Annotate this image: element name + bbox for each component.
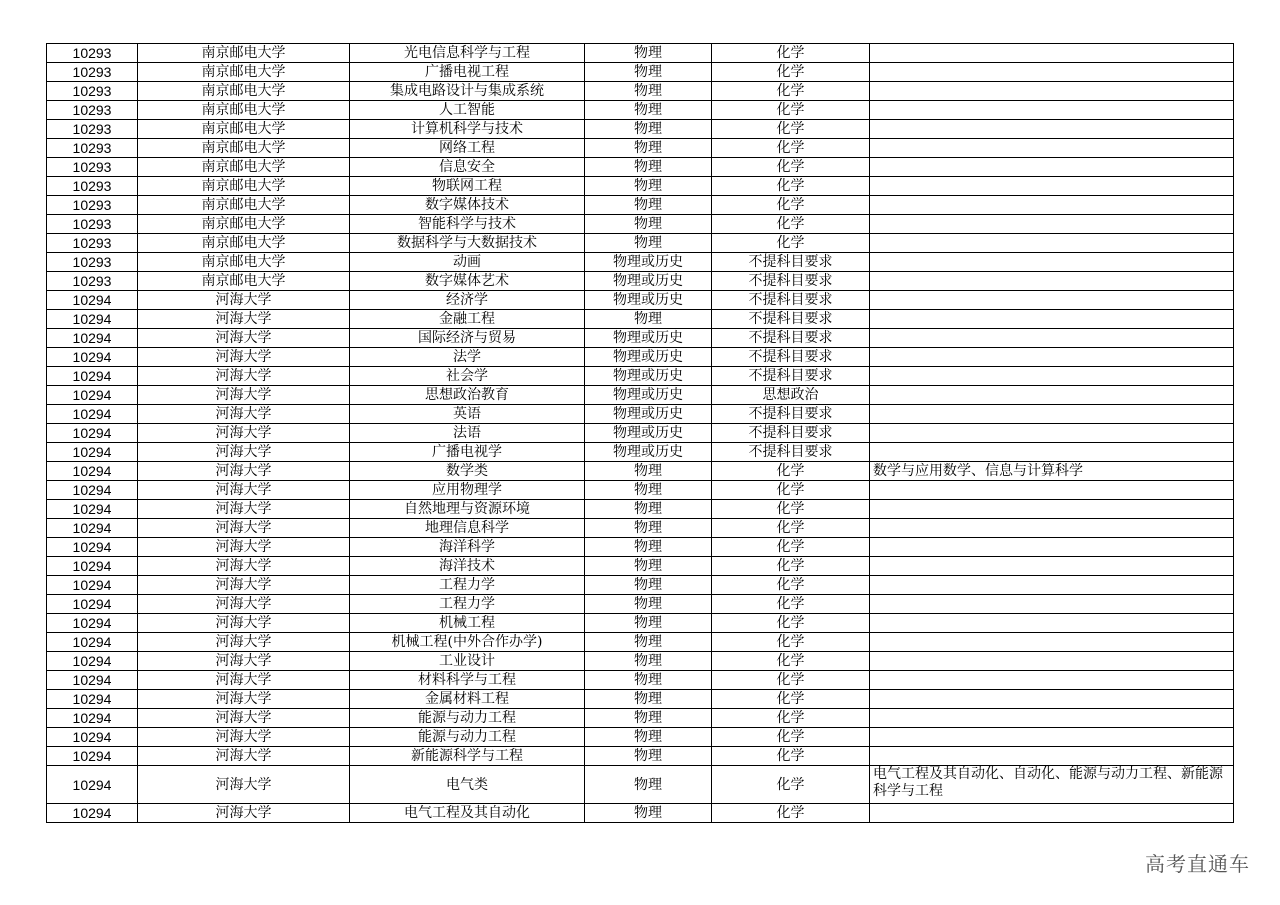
major-name-cell: 工程力学 [350, 595, 585, 614]
school-name-cell: 南京邮电大学 [138, 272, 350, 291]
second-subject-cell: 化学 [712, 576, 870, 595]
first-subject-cell: 物理或历史 [585, 367, 712, 386]
included-majors-cell [870, 576, 1234, 595]
major-name-cell: 国际经济与贸易 [350, 329, 585, 348]
school-name-cell: 南京邮电大学 [138, 139, 350, 158]
first-subject-cell: 物理 [585, 595, 712, 614]
school-name-cell: 河海大学 [138, 500, 350, 519]
included-majors-cell [870, 158, 1234, 177]
first-subject-cell: 物理 [585, 101, 712, 120]
school-code-cell: 10294 [47, 348, 138, 367]
first-subject-cell: 物理 [585, 709, 712, 728]
school-name-cell: 南京邮电大学 [138, 63, 350, 82]
school-name-cell: 河海大学 [138, 804, 350, 823]
first-subject-cell: 物理或历史 [585, 348, 712, 367]
included-majors-cell [870, 310, 1234, 329]
table-row [47, 120, 1234, 139]
table-row [47, 519, 1234, 538]
included-majors-cell [870, 120, 1234, 139]
school-code-cell: 10293 [47, 158, 138, 177]
major-name-cell: 动画 [350, 253, 585, 272]
major-name-cell: 法语 [350, 424, 585, 443]
school-code-cell: 10294 [47, 405, 138, 424]
table-row [47, 481, 1234, 500]
major-name-cell: 广播电视工程 [350, 63, 585, 82]
major-name-cell: 电气类 [350, 766, 585, 804]
included-majors-cell [870, 177, 1234, 196]
table-row [47, 63, 1234, 82]
school-name-cell: 河海大学 [138, 595, 350, 614]
table-row [47, 329, 1234, 348]
first-subject-cell: 物理 [585, 652, 712, 671]
table-row [47, 177, 1234, 196]
school-name-cell: 河海大学 [138, 348, 350, 367]
second-subject-cell: 不提科目要求 [712, 253, 870, 272]
school-name-cell: 河海大学 [138, 481, 350, 500]
major-name-cell: 信息安全 [350, 158, 585, 177]
school-code-cell: 10294 [47, 709, 138, 728]
table-row [47, 386, 1234, 405]
included-majors-cell [870, 804, 1234, 823]
table-row [47, 291, 1234, 310]
table-row [47, 310, 1234, 329]
first-subject-cell: 物理 [585, 728, 712, 747]
school-code-cell: 10294 [47, 766, 138, 804]
table-row [47, 443, 1234, 462]
school-name-cell: 河海大学 [138, 462, 350, 481]
included-majors-cell [870, 557, 1234, 576]
first-subject-cell: 物理 [585, 671, 712, 690]
school-name-cell: 河海大学 [138, 519, 350, 538]
second-subject-cell: 化学 [712, 196, 870, 215]
school-code-cell: 10294 [47, 614, 138, 633]
school-code-cell: 10294 [47, 519, 138, 538]
first-subject-cell: 物理 [585, 177, 712, 196]
school-code-cell: 10293 [47, 215, 138, 234]
second-subject-cell: 化学 [712, 633, 870, 652]
major-name-cell: 法学 [350, 348, 585, 367]
included-majors-cell [870, 386, 1234, 405]
second-subject-cell: 化学 [712, 557, 870, 576]
major-name-cell: 物联网工程 [350, 177, 585, 196]
included-majors-cell [870, 443, 1234, 462]
school-code-cell: 10293 [47, 139, 138, 158]
school-name-cell: 河海大学 [138, 291, 350, 310]
table-row [47, 44, 1234, 63]
school-code-cell: 10293 [47, 234, 138, 253]
school-code-cell: 10294 [47, 481, 138, 500]
included-majors-cell [870, 139, 1234, 158]
school-name-cell: 河海大学 [138, 367, 350, 386]
included-majors-cell [870, 196, 1234, 215]
second-subject-cell: 化学 [712, 804, 870, 823]
first-subject-cell: 物理 [585, 234, 712, 253]
second-subject-cell: 不提科目要求 [712, 329, 870, 348]
school-name-cell: 河海大学 [138, 443, 350, 462]
included-majors-cell [870, 709, 1234, 728]
school-code-cell: 10294 [47, 367, 138, 386]
table-row [47, 101, 1234, 120]
second-subject-cell: 化学 [712, 614, 870, 633]
table-row [47, 595, 1234, 614]
major-name-cell: 工业设计 [350, 652, 585, 671]
second-subject-cell: 不提科目要求 [712, 310, 870, 329]
second-subject-cell: 化学 [712, 690, 870, 709]
second-subject-cell: 化学 [712, 120, 870, 139]
first-subject-cell: 物理或历史 [585, 405, 712, 424]
table-row [47, 804, 1234, 823]
first-subject-cell: 物理 [585, 44, 712, 63]
included-majors-cell [870, 329, 1234, 348]
second-subject-cell: 化学 [712, 234, 870, 253]
school-name-cell: 河海大学 [138, 652, 350, 671]
major-name-cell: 机械工程(中外合作办学) [350, 633, 585, 652]
second-subject-cell: 化学 [712, 481, 870, 500]
major-name-cell: 电气工程及其自动化 [350, 804, 585, 823]
table-row [47, 747, 1234, 766]
school-name-cell: 南京邮电大学 [138, 253, 350, 272]
first-subject-cell: 物理 [585, 557, 712, 576]
major-name-cell: 数字媒体技术 [350, 196, 585, 215]
second-subject-cell: 化学 [712, 63, 870, 82]
requirements-table [46, 43, 1234, 823]
included-majors-cell [870, 614, 1234, 633]
major-name-cell: 机械工程 [350, 614, 585, 633]
school-name-cell: 南京邮电大学 [138, 215, 350, 234]
school-code-cell: 10294 [47, 462, 138, 481]
second-subject-cell: 思想政治 [712, 386, 870, 405]
table-row [47, 139, 1234, 158]
included-majors-cell [870, 728, 1234, 747]
second-subject-cell: 化学 [712, 462, 870, 481]
table-row [47, 367, 1234, 386]
table-row [47, 424, 1234, 443]
included-majors-cell [870, 538, 1234, 557]
major-name-cell: 自然地理与资源环境 [350, 500, 585, 519]
first-subject-cell: 物理 [585, 804, 712, 823]
school-code-cell: 10294 [47, 671, 138, 690]
included-majors-cell [870, 595, 1234, 614]
school-name-cell: 河海大学 [138, 671, 350, 690]
second-subject-cell: 化学 [712, 158, 870, 177]
major-name-cell: 新能源科学与工程 [350, 747, 585, 766]
table-row [47, 709, 1234, 728]
included-majors-cell [870, 291, 1234, 310]
included-majors-cell [870, 652, 1234, 671]
first-subject-cell: 物理 [585, 690, 712, 709]
first-subject-cell: 物理 [585, 576, 712, 595]
table-row [47, 538, 1234, 557]
school-code-cell: 10294 [47, 500, 138, 519]
school-name-cell: 河海大学 [138, 747, 350, 766]
included-majors-cell [870, 481, 1234, 500]
school-name-cell: 南京邮电大学 [138, 101, 350, 120]
included-majors-cell [870, 272, 1234, 291]
first-subject-cell: 物理或历史 [585, 443, 712, 462]
table-row [47, 196, 1234, 215]
table-row [47, 690, 1234, 709]
school-code-cell: 10294 [47, 595, 138, 614]
major-name-cell: 网络工程 [350, 139, 585, 158]
first-subject-cell: 物理或历史 [585, 291, 712, 310]
table-row [47, 728, 1234, 747]
second-subject-cell: 不提科目要求 [712, 272, 870, 291]
first-subject-cell: 物理 [585, 139, 712, 158]
school-name-cell: 河海大学 [138, 614, 350, 633]
included-majors-cell [870, 519, 1234, 538]
major-name-cell: 光电信息科学与工程 [350, 44, 585, 63]
major-name-cell: 地理信息科学 [350, 519, 585, 538]
included-majors-cell [870, 253, 1234, 272]
included-majors-cell [870, 690, 1234, 709]
major-name-cell: 能源与动力工程 [350, 728, 585, 747]
first-subject-cell: 物理 [585, 747, 712, 766]
major-name-cell: 计算机科学与技术 [350, 120, 585, 139]
included-majors-cell [870, 234, 1234, 253]
school-code-cell: 10294 [47, 310, 138, 329]
school-code-cell: 10294 [47, 652, 138, 671]
first-subject-cell: 物理 [585, 614, 712, 633]
school-name-cell: 南京邮电大学 [138, 158, 350, 177]
school-code-cell: 10293 [47, 44, 138, 63]
school-code-cell: 10293 [47, 63, 138, 82]
school-name-cell: 河海大学 [138, 690, 350, 709]
second-subject-cell: 化学 [712, 101, 870, 120]
second-subject-cell: 不提科目要求 [712, 291, 870, 310]
school-code-cell: 10294 [47, 728, 138, 747]
table-body [47, 44, 1234, 823]
major-name-cell: 工程力学 [350, 576, 585, 595]
school-name-cell: 南京邮电大学 [138, 234, 350, 253]
first-subject-cell: 物理 [585, 633, 712, 652]
table-row [47, 633, 1234, 652]
school-code-cell: 10293 [47, 101, 138, 120]
second-subject-cell: 不提科目要求 [712, 405, 870, 424]
school-name-cell: 南京邮电大学 [138, 177, 350, 196]
table-row [47, 462, 1234, 481]
first-subject-cell: 物理 [585, 120, 712, 139]
major-name-cell: 材料科学与工程 [350, 671, 585, 690]
table-row [47, 234, 1234, 253]
school-code-cell: 10294 [47, 443, 138, 462]
school-name-cell: 河海大学 [138, 709, 350, 728]
school-name-cell: 河海大学 [138, 538, 350, 557]
school-name-cell: 河海大学 [138, 405, 350, 424]
first-subject-cell: 物理 [585, 538, 712, 557]
school-name-cell: 南京邮电大学 [138, 44, 350, 63]
second-subject-cell: 化学 [712, 519, 870, 538]
second-subject-cell: 化学 [712, 595, 870, 614]
school-name-cell: 南京邮电大学 [138, 196, 350, 215]
table-row [47, 253, 1234, 272]
school-code-cell: 10294 [47, 538, 138, 557]
major-name-cell: 金融工程 [350, 310, 585, 329]
included-majors-cell [870, 63, 1234, 82]
first-subject-cell: 物理 [585, 462, 712, 481]
school-code-cell: 10294 [47, 557, 138, 576]
first-subject-cell: 物理或历史 [585, 329, 712, 348]
table-row [47, 671, 1234, 690]
second-subject-cell: 化学 [712, 500, 870, 519]
school-code-cell: 10293 [47, 253, 138, 272]
major-name-cell: 海洋技术 [350, 557, 585, 576]
included-majors-cell [870, 405, 1234, 424]
school-name-cell: 河海大学 [138, 576, 350, 595]
second-subject-cell: 化学 [712, 652, 870, 671]
school-name-cell: 河海大学 [138, 310, 350, 329]
first-subject-cell: 物理 [585, 310, 712, 329]
major-name-cell: 金属材料工程 [350, 690, 585, 709]
second-subject-cell: 不提科目要求 [712, 367, 870, 386]
included-majors-cell [870, 633, 1234, 652]
school-code-cell: 10293 [47, 120, 138, 139]
major-name-cell: 智能科学与技术 [350, 215, 585, 234]
included-majors-cell [870, 500, 1234, 519]
first-subject-cell: 物理 [585, 158, 712, 177]
table-row [47, 82, 1234, 101]
school-name-cell: 南京邮电大学 [138, 120, 350, 139]
first-subject-cell: 物理或历史 [585, 424, 712, 443]
second-subject-cell: 化学 [712, 538, 870, 557]
school-code-cell: 10294 [47, 633, 138, 652]
second-subject-cell: 不提科目要求 [712, 424, 870, 443]
first-subject-cell: 物理 [585, 766, 712, 804]
first-subject-cell: 物理 [585, 196, 712, 215]
included-majors-cell [870, 101, 1234, 120]
school-name-cell: 河海大学 [138, 329, 350, 348]
second-subject-cell: 化学 [712, 671, 870, 690]
table-row [47, 405, 1234, 424]
table-row [47, 766, 1234, 804]
school-code-cell: 10294 [47, 386, 138, 405]
second-subject-cell: 不提科目要求 [712, 443, 870, 462]
included-majors-cell: 电气工程及其自动化、自动化、能源与动力工程、新能源科学与工程 [870, 766, 1234, 804]
second-subject-cell: 化学 [712, 139, 870, 158]
first-subject-cell: 物理或历史 [585, 253, 712, 272]
table-row [47, 215, 1234, 234]
first-subject-cell: 物理 [585, 82, 712, 101]
school-name-cell: 南京邮电大学 [138, 82, 350, 101]
school-name-cell: 河海大学 [138, 386, 350, 405]
second-subject-cell: 化学 [712, 728, 870, 747]
included-majors-cell [870, 671, 1234, 690]
second-subject-cell: 化学 [712, 766, 870, 804]
major-name-cell: 海洋科学 [350, 538, 585, 557]
included-majors-cell [870, 215, 1234, 234]
included-majors-cell [870, 44, 1234, 63]
included-majors-cell [870, 348, 1234, 367]
school-code-cell: 10294 [47, 804, 138, 823]
school-code-cell: 10293 [47, 272, 138, 291]
major-name-cell: 数据科学与大数据技术 [350, 234, 585, 253]
major-name-cell: 应用物理学 [350, 481, 585, 500]
first-subject-cell: 物理或历史 [585, 386, 712, 405]
table-row [47, 652, 1234, 671]
major-name-cell: 数学类 [350, 462, 585, 481]
second-subject-cell: 不提科目要求 [712, 348, 870, 367]
included-majors-cell [870, 82, 1234, 101]
included-majors-cell [870, 424, 1234, 443]
included-majors-cell [870, 747, 1234, 766]
first-subject-cell: 物理 [585, 500, 712, 519]
school-code-cell: 10294 [47, 576, 138, 595]
first-subject-cell: 物理 [585, 63, 712, 82]
major-name-cell: 集成电路设计与集成系统 [350, 82, 585, 101]
school-name-cell: 河海大学 [138, 557, 350, 576]
table-row [47, 614, 1234, 633]
second-subject-cell: 化学 [712, 747, 870, 766]
table-row [47, 272, 1234, 291]
table-row [47, 576, 1234, 595]
table-row [47, 557, 1234, 576]
school-name-cell: 河海大学 [138, 633, 350, 652]
second-subject-cell: 化学 [712, 215, 870, 234]
major-name-cell: 思想政治教育 [350, 386, 585, 405]
school-name-cell: 河海大学 [138, 424, 350, 443]
table-row [47, 158, 1234, 177]
major-name-cell: 人工智能 [350, 101, 585, 120]
school-code-cell: 10294 [47, 424, 138, 443]
school-code-cell: 10293 [47, 82, 138, 101]
second-subject-cell: 化学 [712, 709, 870, 728]
second-subject-cell: 化学 [712, 82, 870, 101]
first-subject-cell: 物理 [585, 481, 712, 500]
major-name-cell: 社会学 [350, 367, 585, 386]
first-subject-cell: 物理或历史 [585, 272, 712, 291]
major-name-cell: 英语 [350, 405, 585, 424]
school-code-cell: 10294 [47, 329, 138, 348]
school-code-cell: 10294 [47, 690, 138, 709]
school-code-cell: 10294 [47, 291, 138, 310]
school-name-cell: 河海大学 [138, 766, 350, 804]
first-subject-cell: 物理 [585, 215, 712, 234]
major-name-cell: 经济学 [350, 291, 585, 310]
second-subject-cell: 化学 [712, 44, 870, 63]
table-row [47, 500, 1234, 519]
major-name-cell: 能源与动力工程 [350, 709, 585, 728]
major-name-cell: 数字媒体艺术 [350, 272, 585, 291]
major-name-cell: 广播电视学 [350, 443, 585, 462]
school-code-cell: 10294 [47, 747, 138, 766]
table-row [47, 348, 1234, 367]
school-name-cell: 河海大学 [138, 728, 350, 747]
watermark-text: 高考直通车 [1145, 852, 1250, 876]
included-majors-cell: 数学与应用数学、信息与计算科学 [870, 462, 1234, 481]
first-subject-cell: 物理 [585, 519, 712, 538]
school-code-cell: 10293 [47, 196, 138, 215]
included-majors-cell [870, 367, 1234, 386]
school-code-cell: 10293 [47, 177, 138, 196]
second-subject-cell: 化学 [712, 177, 870, 196]
